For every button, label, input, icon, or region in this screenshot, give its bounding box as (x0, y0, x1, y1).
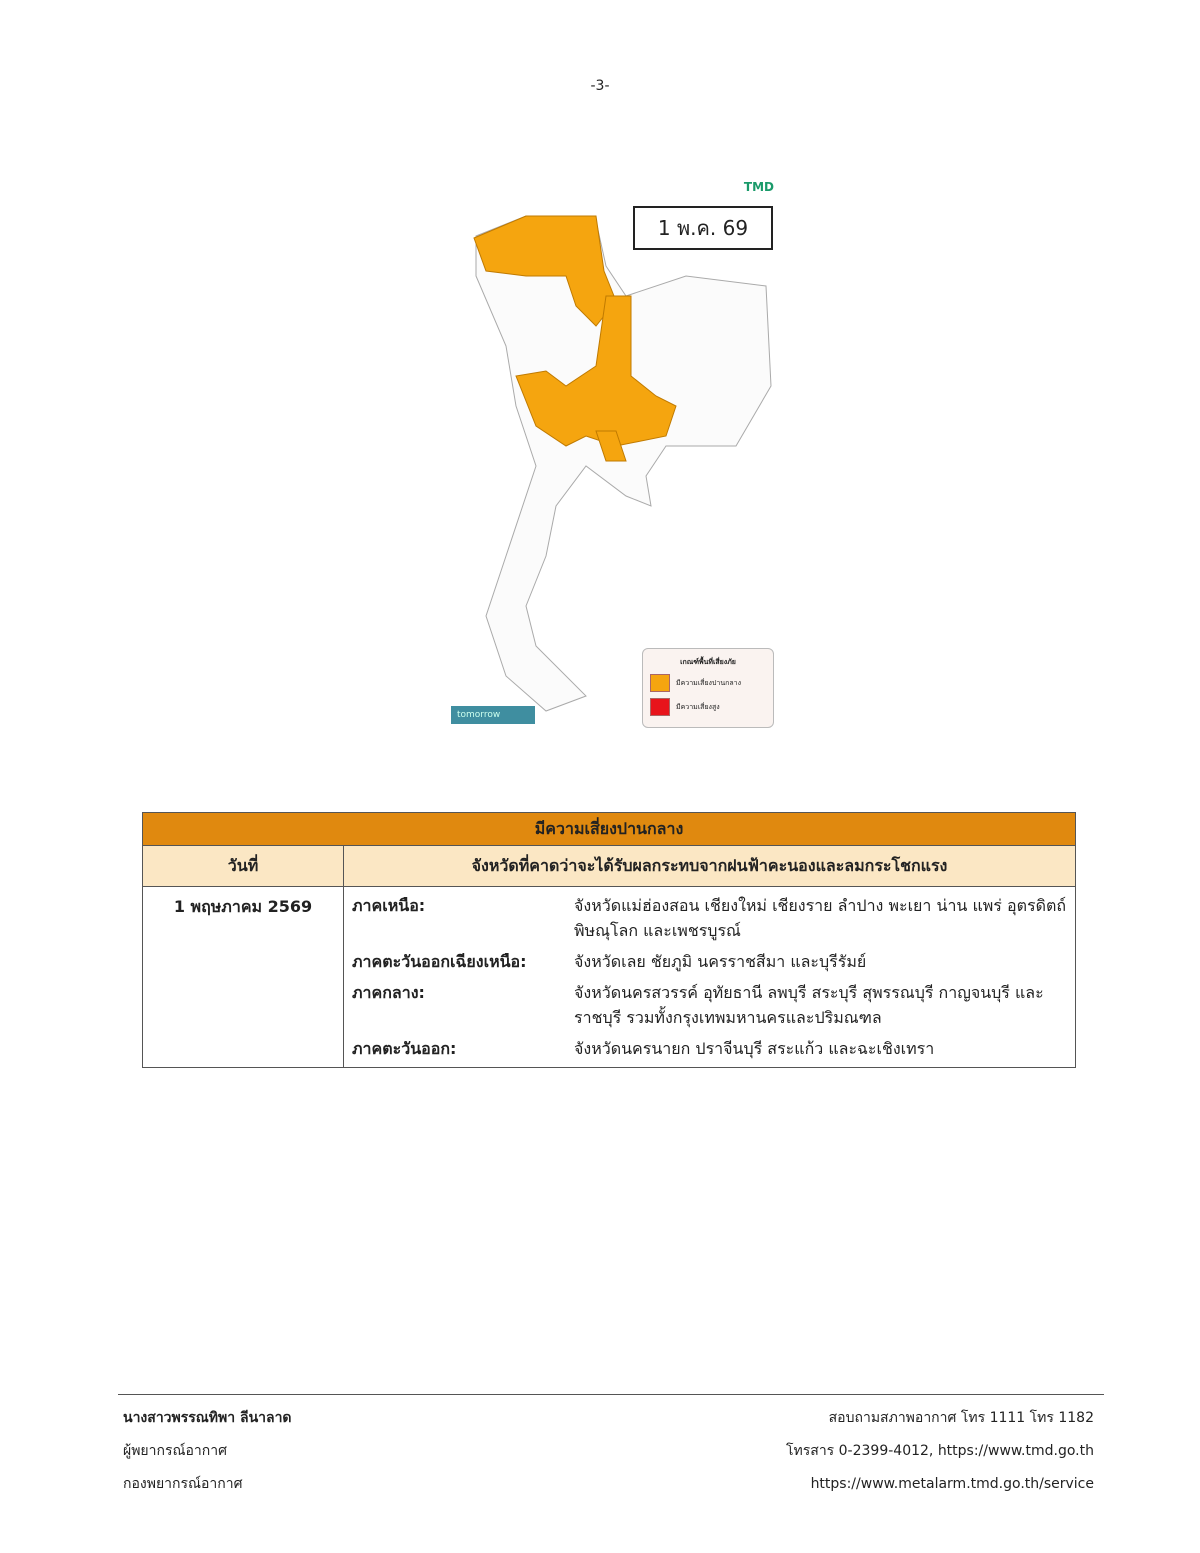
map-date-label: 1 พ.ค. 69 (633, 206, 773, 250)
forecaster-name: นางสาวพรรณทิพา ลีนาลาด (123, 1410, 292, 1426)
contact-service-link[interactable]: https://www.metalarm.tmd.go.th/service (810, 1476, 1094, 1492)
footer-contact (786, 1402, 1094, 1501)
col-date-header: วันที่ (143, 846, 344, 887)
legend-title: เกณฑ์พื้นที่เสี่ยงภัย (680, 658, 736, 666)
forecaster-division: กองพยากรณ์อากาศ (123, 1476, 243, 1492)
region-provinces: จังหวัดนครสวรรค์ อุทัยธานี ลพบุรี สระบุรี สุพรรณบุรี กาญจนบุรี และราชบุรี รวมทั้งกรุงเทพมหานครและปริมณฑล (574, 983, 1044, 1027)
region-provinces: จังหวัดเลย ชัยภูมิ นครราชสีมา และบุรีรัมย์ (574, 952, 867, 971)
legend-swatch-red (650, 698, 670, 716)
page-number: -3- (590, 78, 610, 94)
contact-phone: สอบถามสภาพอากาศ โทร 1111 โทร 1182 (828, 1410, 1094, 1426)
date-cell: 1 พฤษภาคม 2569 (143, 887, 344, 1068)
legend-item (650, 674, 773, 692)
region-label: ภาคกลาง: (352, 983, 425, 1002)
legend-item (650, 698, 773, 716)
legend-label: มีความเสี่ยงสูง (676, 702, 720, 711)
legend-label: มีความเสี่ยงปานกลาง (676, 678, 741, 687)
legend-swatch-orange (650, 674, 670, 692)
region-label: ภาคเหนือ: (352, 896, 426, 915)
region-label: ภาคตะวันออกเฉียงเหนือ: (352, 952, 527, 971)
region-label: ภาคตะวันออก: (352, 1039, 457, 1058)
table-title: มีความเสี่ยงปานกลาง (143, 813, 1076, 846)
col-provinces-header: จังหวัดที่คาดว่าจะได้รับผลกระทบจากฝนฟ้าคะนองและลมกระโชกแรง (344, 846, 1076, 887)
risk-table (142, 812, 1076, 1068)
footer-divider (118, 1394, 1104, 1395)
map-legend (642, 648, 774, 728)
forecaster-position: ผู้พยากรณ์อากาศ (123, 1443, 227, 1459)
footer-signature (123, 1402, 292, 1501)
region-provinces: จังหวัดนครนายก ปราจีนบุรี สระแก้ว และฉะเชิงเทรา (574, 1039, 935, 1058)
risk-map (446, 176, 776, 728)
region-provinces: จังหวัดแม่ฮ่องสอน เชียงใหม่ เชียงราย ลำปาง พะเยา น่าน แพร่ อุตรดิตถ์ พิษณุโลก และเพชรบูรณ์ (574, 896, 1067, 940)
tomorrow-badge: tomorrow (451, 706, 535, 724)
tmd-logo: TMD (743, 180, 774, 194)
contact-fax-website[interactable]: โทรสาร 0-2399-4012, https://www.tmd.go.th (786, 1443, 1094, 1459)
table-row (143, 887, 1076, 1068)
thailand-map-shape (446, 176, 776, 728)
